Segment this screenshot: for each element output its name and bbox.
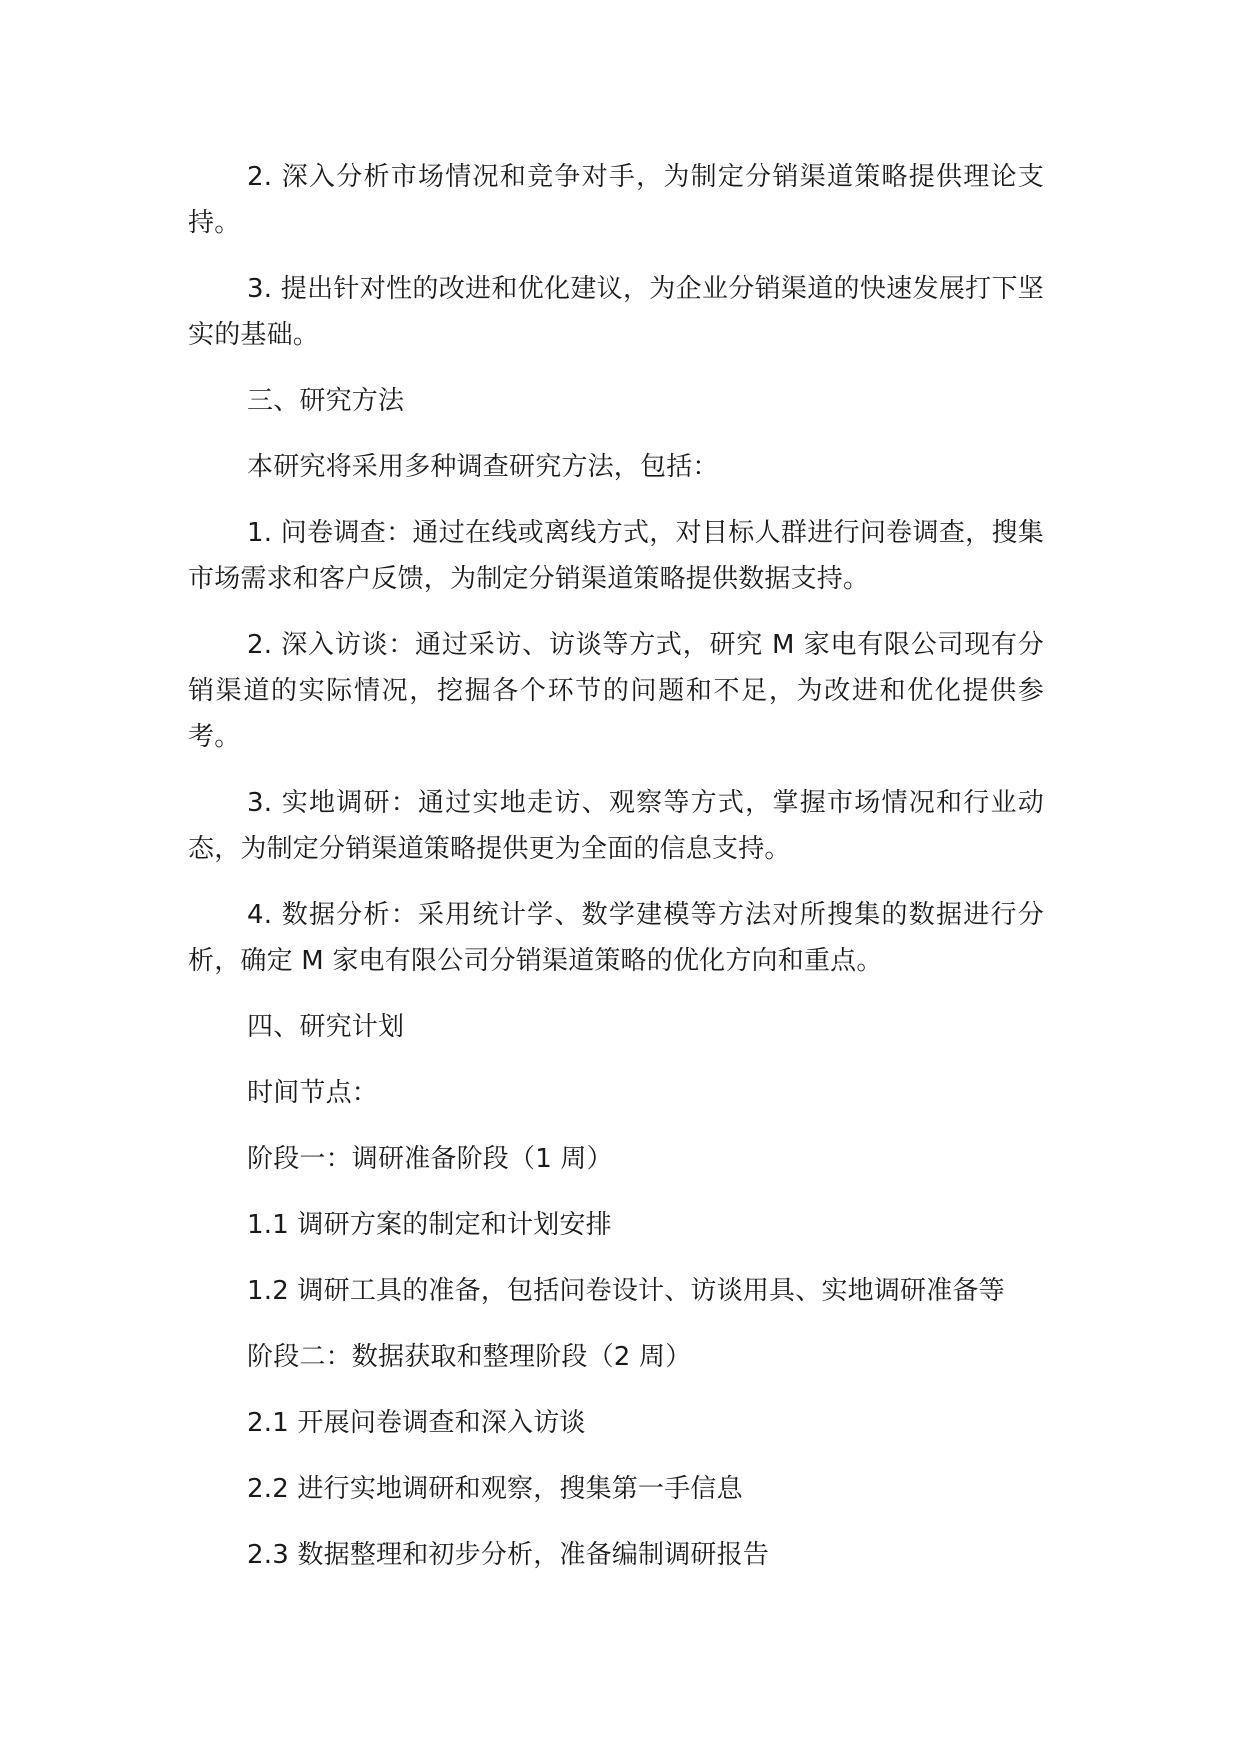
paragraph-step-2-3: 2.3 数据整理和初步分析，准备编制调研报告 xyxy=(247,1540,770,1570)
paragraph-step-2-1: 2.1 开展问卷调查和深入访谈 xyxy=(247,1408,586,1438)
paragraph-method-questionnaire: 1. 问卷调查：通过在线或离线方式，对目标人群进行问卷调查，搜集市场需求和客户反馈，为制定分销渠道策略提供数据支持。 xyxy=(188,518,1044,594)
paragraph-phase-2: 阶段二：数据获取和整理阶段（2 周） xyxy=(247,1342,692,1372)
paragraph-goal-2: 2. 深入分析市场情况和竞争对手，为制定分销渠道策略提供理论支持。 xyxy=(188,162,1044,238)
paragraph-goal-3: 3. 提出针对性的改进和优化建议，为企业分销渠道的快速发展打下坚实的基础。 xyxy=(188,274,1044,350)
document-body xyxy=(188,154,1044,1598)
paragraph-step-1-2: 1.2 调研工具的准备，包括问卷设计、访谈用具、实地调研准备等 xyxy=(247,1276,1005,1306)
paragraph-method-interview: 2. 深入访谈：通过采访、访谈等方式，研究 M 家电有限公司现有分销渠道的实际情况，挖掘各个环节的问题和不足，为改进和优化提供参考。 xyxy=(188,630,1044,752)
paragraph-step-1-1: 1.1 调研方案的制定和计划安排 xyxy=(247,1210,612,1240)
paragraph-method-fieldwork: 3. 实地调研：通过实地走访、观察等方式，掌握市场情况和行业动态，为制定分销渠道策略提供更为全面的信息支持。 xyxy=(188,788,1044,864)
paragraph-phase-1: 阶段一：调研准备阶段（1 周） xyxy=(247,1144,613,1174)
section-heading-research-plan: 四、研究计划 xyxy=(247,1012,405,1042)
paragraph-methods-intro: 本研究将采用多种调查研究方法，包括： xyxy=(247,452,719,482)
paragraph-timeline-label: 时间节点： xyxy=(247,1078,379,1108)
paragraph-step-2-2: 2.2 进行实地调研和观察，搜集第一手信息 xyxy=(247,1474,743,1504)
paragraph-method-data-analysis: 4. 数据分析：采用统计学、数学建模等方法对所搜集的数据进行分析，确定 M 家电有限公司分销渠道策略的优化方向和重点。 xyxy=(188,900,1044,976)
section-heading-research-methods: 三、研究方法 xyxy=(247,386,405,416)
